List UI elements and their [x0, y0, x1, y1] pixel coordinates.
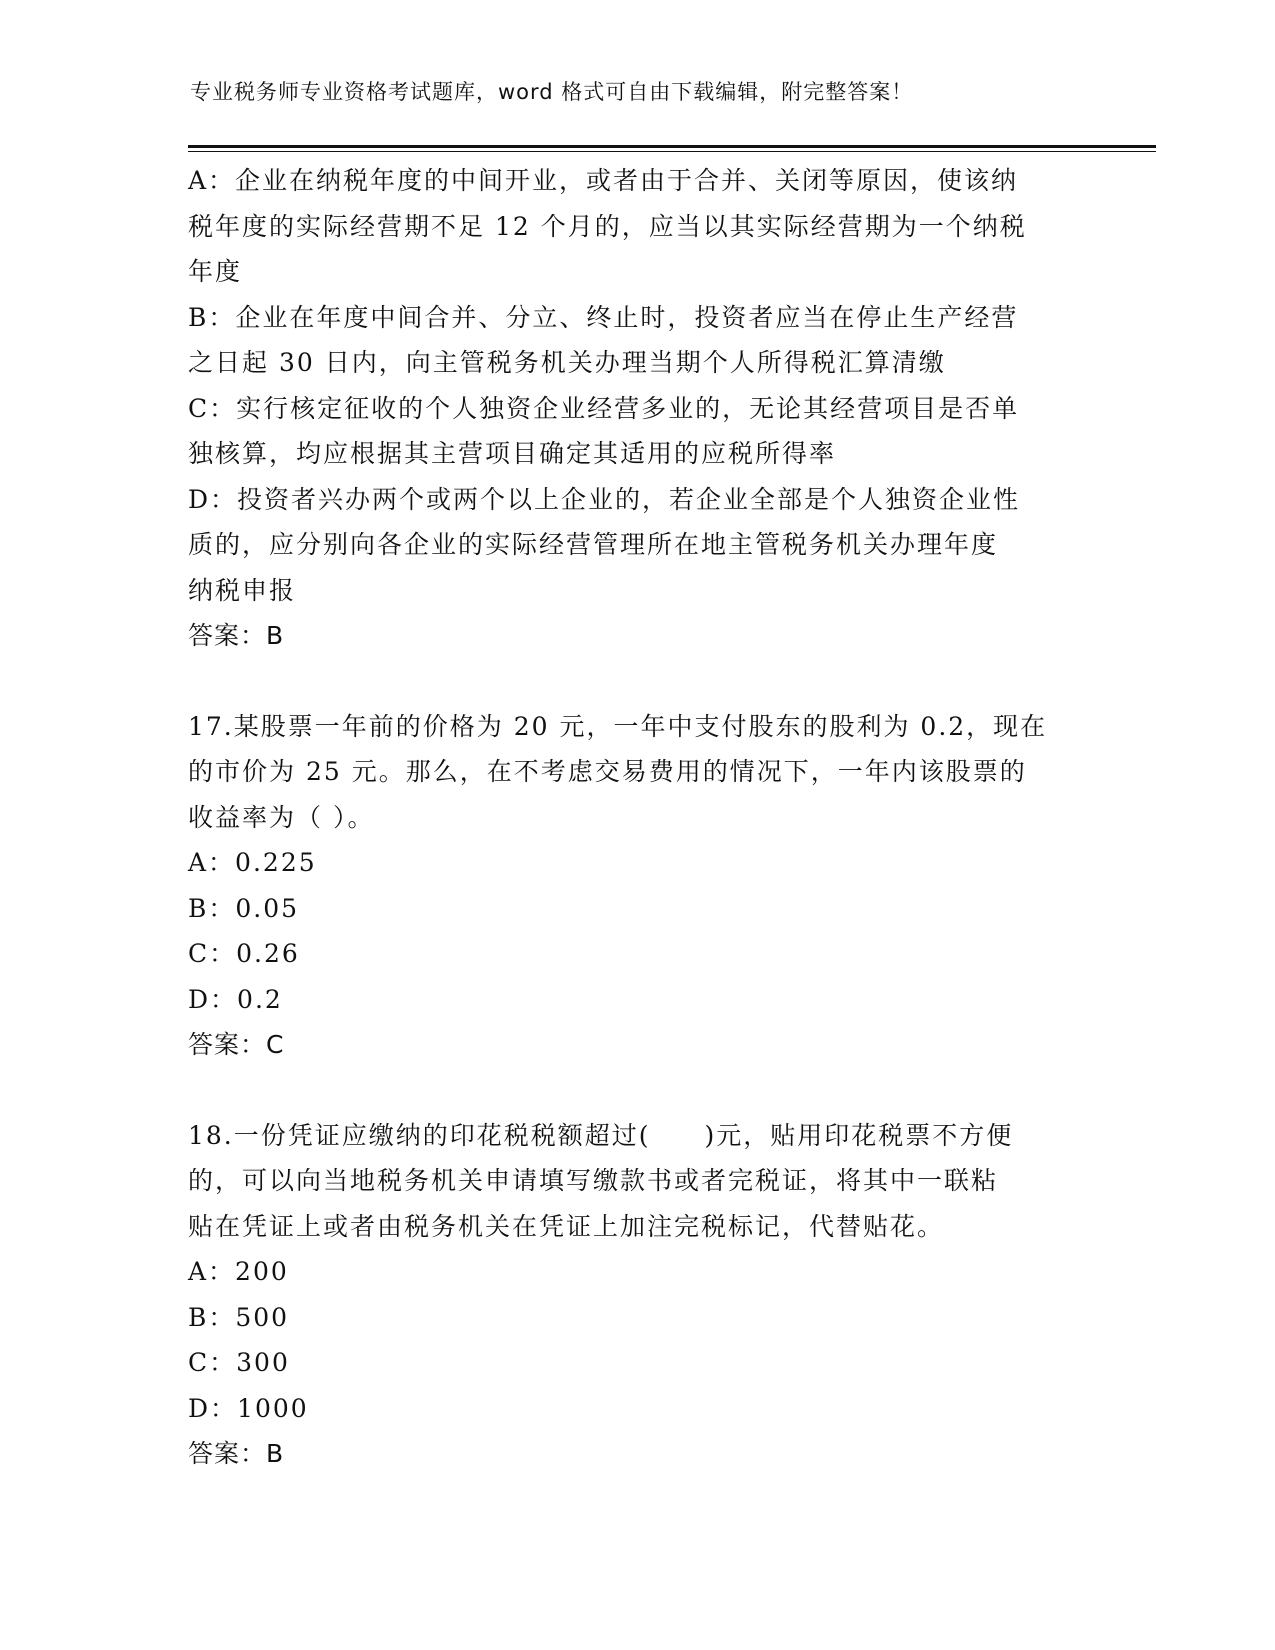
spacer — [188, 1068, 1088, 1113]
question-stem-line: 18.一份凭证应缴纳的印花税税额超过( )元，贴用印花税票不方便 — [188, 1120, 1014, 1150]
question-16 — [188, 158, 1088, 659]
option-a: A：200 — [188, 1257, 289, 1286]
option-c: C：0.26 — [188, 939, 300, 968]
option-a: A：0.225 — [188, 848, 317, 877]
option-line: 税年度的实际经营期不足 12 个月的，应当以其实际经营期为一个纳税 — [188, 211, 1027, 241]
option-d — [188, 477, 1088, 614]
question-stem-line: 的，可以向当地税务机关申请填写缴款书或者完税证，将其中一联粘 — [188, 1166, 999, 1195]
option-line: D：投资者兴办两个或两个以上企业的，若企业全部是个人独资企业性 — [188, 484, 1021, 514]
option-a — [188, 158, 1088, 295]
option-line: 年度 — [188, 257, 243, 286]
option-line: 之日起 30 日内，向主管税务机关办理当期个人所得税汇算清缴 — [188, 348, 946, 377]
option-b — [188, 295, 1088, 386]
option-d: D：1000 — [188, 1393, 309, 1423]
option-c: C：300 — [188, 1348, 290, 1377]
header-rule-thin — [188, 151, 1156, 152]
option-d: D：0.2 — [188, 984, 283, 1014]
question-stem-line: 贴在凭证上或者由税务机关在凭证上加注完税标记，代替贴花。 — [188, 1211, 945, 1241]
question-stem-line: 收益率为（ ）。 — [188, 802, 375, 832]
question-18 — [188, 1113, 1088, 1477]
option-line: 独核算，均应根据其主营项目确定其适用的应税所得率 — [188, 439, 837, 468]
option-line: 质的，应分别向各企业的实际经营管理所在地主管税务机关办理年度 — [188, 530, 999, 559]
option-line: 纳税申报 — [188, 575, 297, 605]
page-header-title: 专业税务师专业资格考试题库，word 格式可自由下载编辑，附完整答案！ — [190, 80, 914, 104]
question-stem-line: 17.某股票一年前的价格为 20 元，一年中支付股东的股利为 0.2，现在 — [188, 711, 1048, 741]
question-stem-line: 的市价为 25 元。那么，在不考虑交易费用的情况下，一年内该股票的 — [188, 757, 1027, 786]
answer-label: 答案：C — [188, 1030, 285, 1059]
question-17 — [188, 704, 1088, 1068]
answer-label: 答案：B — [188, 1439, 285, 1468]
option-line: C：实行核定征收的个人独资企业经营多业的，无论其经营项目是否单 — [188, 393, 1020, 423]
option-b: B：500 — [188, 1302, 290, 1332]
option-c — [188, 386, 1088, 477]
option-line: A：企业在纳税年度的中间开业，或者由于合并、关闭等原因，使该纳 — [188, 166, 1019, 195]
option-line: B：企业在年度中间合并、分立、终止时，投资者应当在停止生产经营 — [188, 302, 1019, 332]
option-b: B：0.05 — [188, 893, 300, 923]
spacer — [188, 659, 1088, 704]
question-content — [188, 158, 1088, 1477]
answer-label: 答案：B — [188, 621, 285, 650]
header-rule-thick — [188, 145, 1156, 148]
